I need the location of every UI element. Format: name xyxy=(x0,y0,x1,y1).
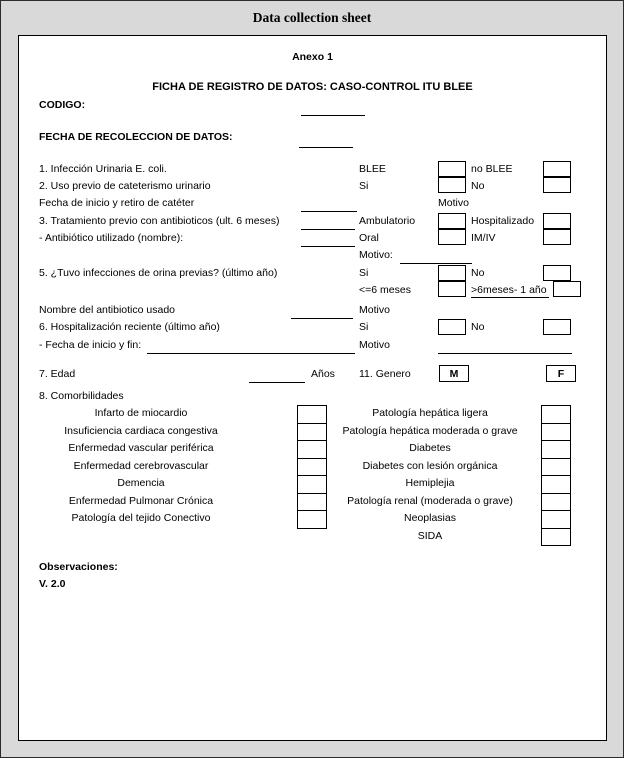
q1-label: 1. Infección Urinaria E. coli. xyxy=(39,163,167,175)
comorbidity-right-2-label: Diabetes xyxy=(409,442,451,454)
q6-opt2-checkbox[interactable] xyxy=(543,319,571,335)
comorbidity-right-checkbox-column xyxy=(541,405,571,546)
q2b-motivo-label: Motivo xyxy=(438,197,469,209)
q6b-motivo-label: Motivo xyxy=(359,339,390,351)
q2-opt1-checkbox[interactable] xyxy=(438,177,466,193)
comorbidity-left-0-label: Infarto de miocardio xyxy=(94,407,188,419)
document-title: Data collection sheet xyxy=(252,10,372,25)
q5-opt1-label: Si xyxy=(359,267,369,279)
comorbidity-right-5-checkbox[interactable] xyxy=(541,493,571,512)
comorbidity-left-1-label: Insuficiencia cardiaca congestiva xyxy=(64,424,218,437)
q2b-blank[interactable] xyxy=(301,198,357,212)
q5c-blank[interactable] xyxy=(291,305,353,319)
q1-opt2-checkbox[interactable] xyxy=(543,161,571,177)
form-title: FICHA DE REGISTRO DE DATOS: CASO-CONTROL ITU BLEE xyxy=(152,81,473,93)
q5-label: 5. ¿Tuvo infecciones de orina previas? (último año) xyxy=(39,267,278,279)
comorbidity-right-1-label: Patología hepática moderada o grave xyxy=(342,424,518,437)
q6b-label: - Fecha de inicio y fin: xyxy=(39,339,142,351)
q11-label: 11. Genero xyxy=(359,368,411,380)
q1-opt1-label: BLEE xyxy=(359,163,386,175)
q1-opt2-label: no BLEE xyxy=(471,163,513,175)
q6b-motivo-blank[interactable] xyxy=(438,340,572,354)
q6b-blank[interactable] xyxy=(147,340,355,354)
codigo-blank[interactable] xyxy=(301,102,365,116)
q2-label: 2. Uso previo de cateterismo urinario xyxy=(39,180,211,192)
q3b-opt1-checkbox[interactable] xyxy=(438,229,466,245)
q2-opt1-label: Si xyxy=(359,180,369,192)
comorbidity-right-3-checkbox[interactable] xyxy=(541,458,571,477)
q5-opt2-checkbox[interactable] xyxy=(543,265,571,281)
annex-heading: Anexo 1 xyxy=(292,51,333,63)
comorbidity-left-6-label: Patología del tejido Conectivo xyxy=(71,512,211,524)
q3b-opt2-checkbox[interactable] xyxy=(543,229,571,245)
comorbidity-right-3-label: Diabetes con lesión orgánica xyxy=(362,459,498,472)
comorbidity-right-0-label: Patología hepática ligera xyxy=(372,407,488,419)
q3b-blank[interactable] xyxy=(301,233,355,247)
comorbidity-right-4-label: Hemiplejia xyxy=(405,477,455,489)
q5c-motivo-label: Motivo xyxy=(359,304,390,316)
comorbidity-right-4-checkbox[interactable] xyxy=(541,475,571,494)
q11-female-checkbox[interactable]: F xyxy=(546,365,576,382)
comorbidity-right-7-label: SIDA xyxy=(417,529,443,542)
fecha-label: FECHA DE RECOLECCION DE DATOS: xyxy=(39,131,233,143)
comorbidity-right-1-checkbox[interactable] xyxy=(541,423,571,442)
q5b-opt2-checkbox[interactable] xyxy=(553,281,581,297)
q3c-motivo-blank[interactable] xyxy=(400,250,472,264)
q6-opt1-label: Si xyxy=(359,321,369,333)
q3b-opt2-label: IM/IV xyxy=(471,232,496,244)
q2-opt2-checkbox[interactable] xyxy=(543,177,571,193)
q8-label: 8. Comorbilidades xyxy=(39,390,124,402)
q5b-opt1-checkbox[interactable] xyxy=(438,281,466,297)
q3b-label: - Antibiótico utilizado (nombre): xyxy=(39,232,184,244)
q5c-label: Nombre del antibiotico usado xyxy=(39,304,175,316)
fecha-blank[interactable] xyxy=(299,134,353,148)
comorbidity-left-5-label: Enfermedad Pulmonar Crónica xyxy=(68,494,214,507)
observaciones-label: Observaciones: xyxy=(39,561,118,573)
q5-opt2-label: No xyxy=(471,267,485,279)
q2-opt2-label: No xyxy=(471,180,485,192)
comorbidity-right-0-checkbox[interactable] xyxy=(541,405,571,424)
comorbidity-left-4-label: Demencia xyxy=(117,477,165,489)
q7-unit-label: Años xyxy=(311,368,335,380)
q3-opt2-label: Hospitalizado xyxy=(471,215,535,227)
q2b-label: Fecha de inicio y retiro de catéter xyxy=(39,197,195,209)
comorbidity-left-2-label: Enfermedad vascular periférica xyxy=(68,442,214,454)
comorbidity-right-6-checkbox[interactable] xyxy=(541,510,571,529)
codigo-label: CODIGO: xyxy=(39,99,86,111)
form-sheet xyxy=(18,35,607,741)
q5-opt1-checkbox[interactable] xyxy=(438,265,466,281)
q1-opt1-checkbox[interactable] xyxy=(438,161,466,177)
q11-male-checkbox[interactable]: M xyxy=(439,365,469,382)
q5b-opt2-label: >6meses- 1 año xyxy=(471,284,547,296)
q3-label: 3. Tratamiento previo con antibioticos (ult. 6 meses) xyxy=(39,215,280,227)
comorbidity-right-2-checkbox[interactable] xyxy=(541,440,571,459)
q3-opt1-checkbox[interactable] xyxy=(438,213,466,229)
version-label: V. 2.0 xyxy=(39,578,66,590)
q3-opt1-label: Ambulatorio xyxy=(359,215,416,227)
comorbidity-right-6-label: Neoplasias xyxy=(404,512,456,524)
q7-label: 7. Edad xyxy=(39,368,76,380)
q7-blank[interactable] xyxy=(249,369,305,383)
q5b-opt2-underline xyxy=(471,284,549,298)
q3-blank[interactable] xyxy=(301,216,355,230)
q6-opt1-checkbox[interactable] xyxy=(438,319,466,335)
comorbidity-left-3-label: Enfermedad cerebrovascular xyxy=(73,459,209,472)
q3b-opt1-label: Oral xyxy=(359,232,379,244)
q6-opt2-label: No xyxy=(471,321,485,333)
comorbidity-right-7-checkbox[interactable] xyxy=(541,528,571,547)
q3-opt2-checkbox[interactable] xyxy=(543,213,571,229)
q3c-motivo-label: Motivo: xyxy=(359,249,393,261)
q6-label: 6. Hospitalización reciente (último año) xyxy=(39,321,220,333)
comorbidity-right-5-label: Patología renal (moderada o grave) xyxy=(347,494,513,507)
q5b-opt1-label: <=6 meses xyxy=(359,284,411,296)
